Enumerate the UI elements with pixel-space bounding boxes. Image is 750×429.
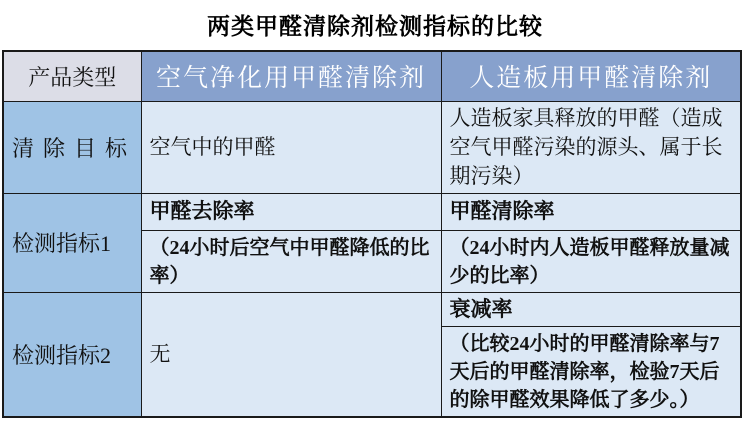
header-row xyxy=(3,51,741,101)
cell-indicator1-board-title: 甲醛清除率 xyxy=(441,193,741,230)
row-indicator1-title xyxy=(3,193,741,230)
row-indicator2-title xyxy=(3,292,741,326)
row-label-indicator2: 检测指标2 xyxy=(3,292,141,417)
row-label-removal-target: 清除目标 xyxy=(3,101,141,193)
row-removal-target xyxy=(3,101,741,193)
cell-indicator2-board-title: 衰减率 xyxy=(441,292,741,326)
cell-indicator1-board-desc: （24小时内人造板甲醛释放量减少的比率） xyxy=(441,230,741,292)
cell-indicator1-air-title: 甲醛去除率 xyxy=(141,193,441,230)
cell-indicator2-board-desc: （比较24小时的甲醛清除率与7天后的甲醛清除率，检验7天后的除甲醛效果降低了多少。） xyxy=(441,326,741,417)
cell-indicator2-air: 无 xyxy=(141,292,441,417)
comparison-table xyxy=(2,50,742,418)
row-label-indicator1: 检测指标1 xyxy=(3,193,141,292)
page-title: 两类甲醛清除剂检测指标的比较 xyxy=(207,13,543,39)
header-cell-air-purifier-remover: 空气净化用甲醛清除剂 xyxy=(141,51,441,101)
header-cell-board-remover: 人造板用甲醛清除剂 xyxy=(441,51,741,101)
cell-target-board: 人造板家具释放的甲醛（造成空气甲醛污染的源头、属于长期污染） xyxy=(441,101,741,193)
cell-indicator1-air-desc: （24小时后空气中甲醛降低的比率） xyxy=(141,230,441,292)
cell-target-air: 空气中的甲醛 xyxy=(141,101,441,193)
header-cell-product-type: 产品类型 xyxy=(3,51,141,101)
